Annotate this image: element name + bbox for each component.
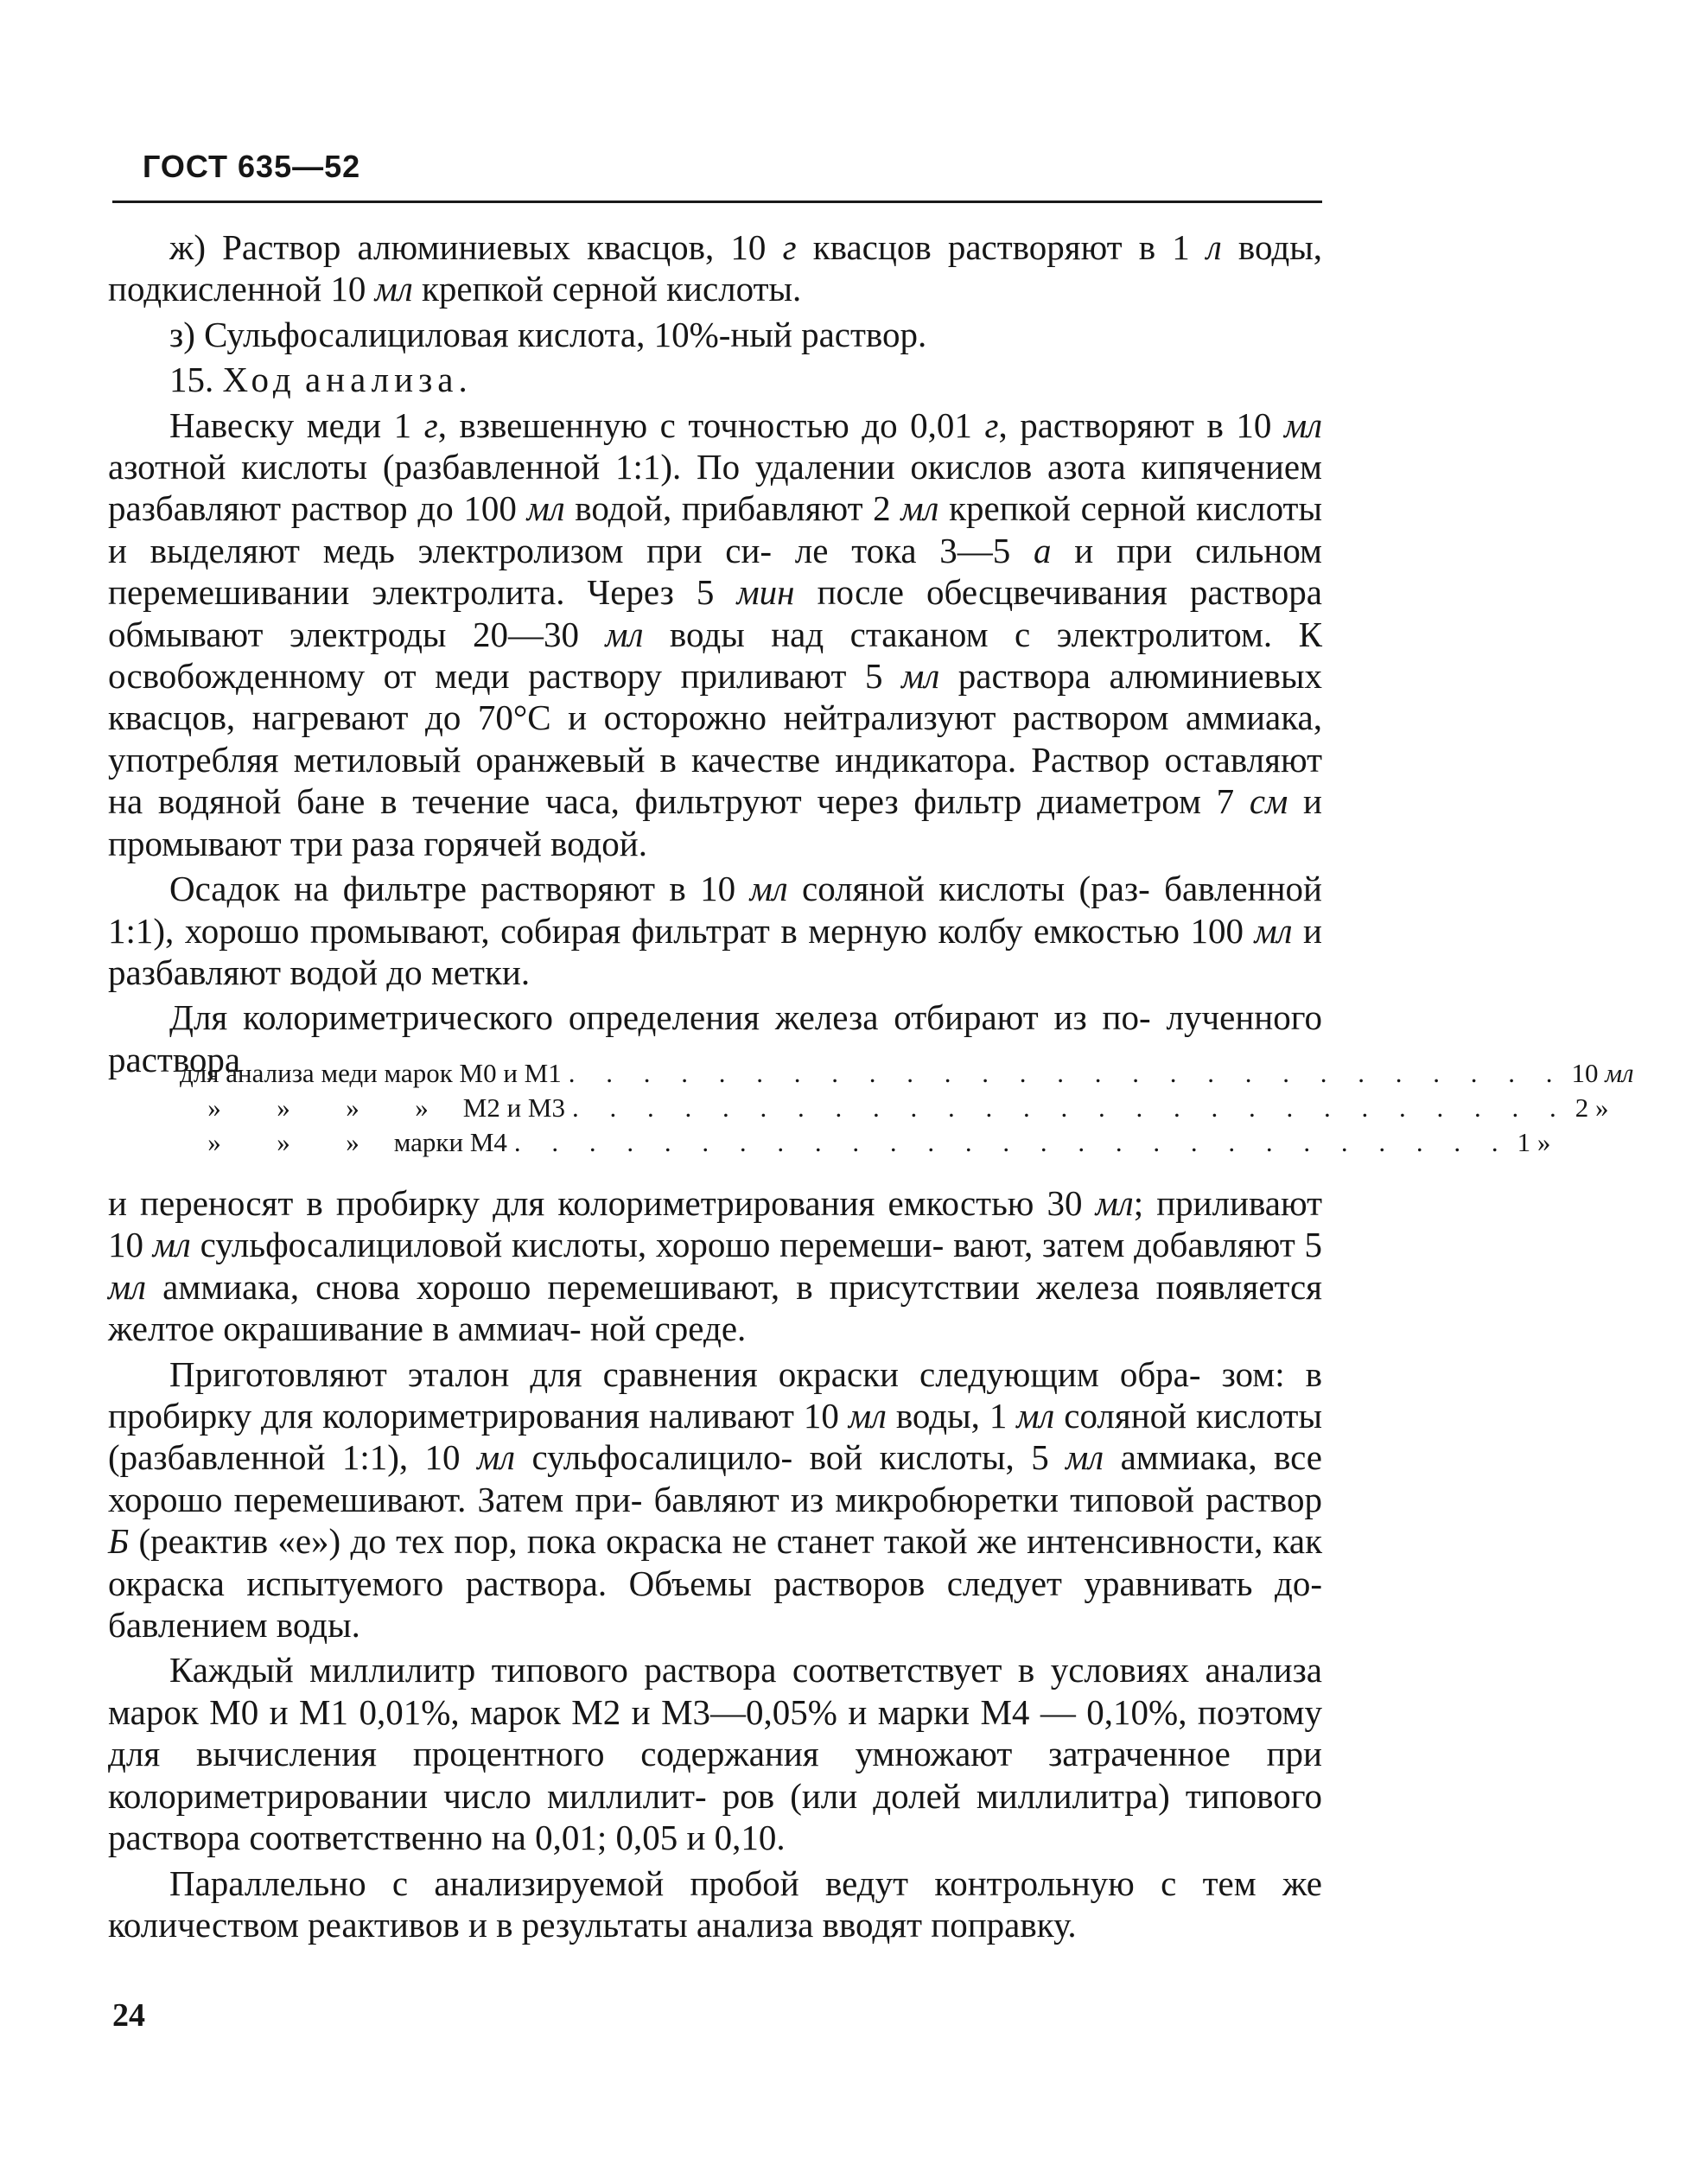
item-z: з) Сульфосалициловая кислота, 10%-ный раствор. [169,314,927,354]
paragraph-colorimetric: Для колориметрического определения железа отбирают из по- лученного раствора [108,997,1322,1079]
paragraph-procedure: Навеску меди 1 г, взвешенную с точностью до 0,01 г, растворяют в 10 мл азотной кислоты (разбавленной 1:1). По удалении окислов азота кипячением разбавляют раствор до 100 мл водой, прибавляют 2 мл крепкой серной кислоты и выделяют медь электролизом при си- ле тока 3—5 а и при сильном перемешивании электролита. Через 5 мин после обесцвечивания раствора обмывают электроды 20—30 мл воды над стаканом с электролитом. К освобожденному от меди раствору приливают 5 мл раствора алюминиевых квасцов, нагревают до 70°С и осторожно нейтрализуют раствором аммиака, употребляя метиловый оранжевый в качестве индикатора. Раствор оставляют на водяной бане в течение часа, фильтруют через фильтр диаметром 7 см и промывают три раза горячей водой. [108,404,1323,863]
paragraph-control: Параллельно с анализируемой пробой ведут контрольную с тем же количеством реактивов и в результаты анализа вводят поправку. [108,1862,1322,1945]
body-text-upper [108,226,1322,1084]
sample-volume-table [180,1056,1634,1160]
item-zh: ж) Раствор алюминиевых квасцов, 10 г квасцов растворяют в 1 л воды, подкисленной 10 мл крепкой серной кислоты. [108,227,1322,309]
table-row: для анализа меди марок М0 и М1 . . . . . . . . . . . . . . . . . . . . . . . . . . . 10 мл [180,1058,1634,1088]
paragraph-transfer: и переносят в пробирку для колориметрирования емкостью 30 мл; приливают 10 мл сульфосалициловой кислоты, хорошо перемеши- вают, затем добавляют 5 мл аммиака, снова хорошо перемешивают, в присутствии железа появляется желтое окрашивание в аммиач- ной среде. [108,1183,1322,1349]
paragraph-precipitate: Осадок на фильтре растворяют в 10 мл соляной кислоты (раз- бавленной 1:1), хорошо промывают, собирая фильтрат в мерную колбу емкостью 100 мл и разбавляют водой до метки. [108,869,1322,992]
header-rule [112,201,1322,203]
table-row: » » » марки М4 . . . . . . . . . . . . . . . . . . . . . . . . . . . 1 » [207,1127,1551,1157]
paragraph-calculation: Каждый миллилитр типового раствора соответствует в условиях анализа марок М0 и М1 0,01%, марок М2 и М3—0,05% и марки М4 — 0,10%, поэтому для вычисления процентного содержания умножают затраченное при колориметрировании число миллилит- ров (или долей миллилитра) типового раствора соответственно на 0,01; 0,05 и 0,10. [108,1650,1322,1858]
standard-header: ГОСТ 635—52 [143,149,361,184]
body-text-lower [108,1182,1322,1949]
section-heading: 15. Ход анализа. [169,360,468,400]
paragraph-standard: Приготовляют эталон для сравнения окраски следующим обра- зом: в пробирку для колориметрирования наливают 10 мл воды, 1 мл соляной кислоты (разбавленной 1:1), 10 мл сульфосалицило- вой кислоты, 5 мл аммиака, все хорошо перемешивают. Затем при- бавляют из микробюретки типовой раствор Б (реактив «е») до тех пор, пока окраска не станет такой же интенсивности, как окраска испытуемого раствора. Объемы растворов следует уравнивать до- бавлением воды. [108,1353,1323,1646]
page-number: 24 [112,1997,145,2034]
table-row: » » » » М2 и М3 . . . . . . . . . . . . . . . . . . . . . . . . . . . 2 » [207,1092,1609,1123]
